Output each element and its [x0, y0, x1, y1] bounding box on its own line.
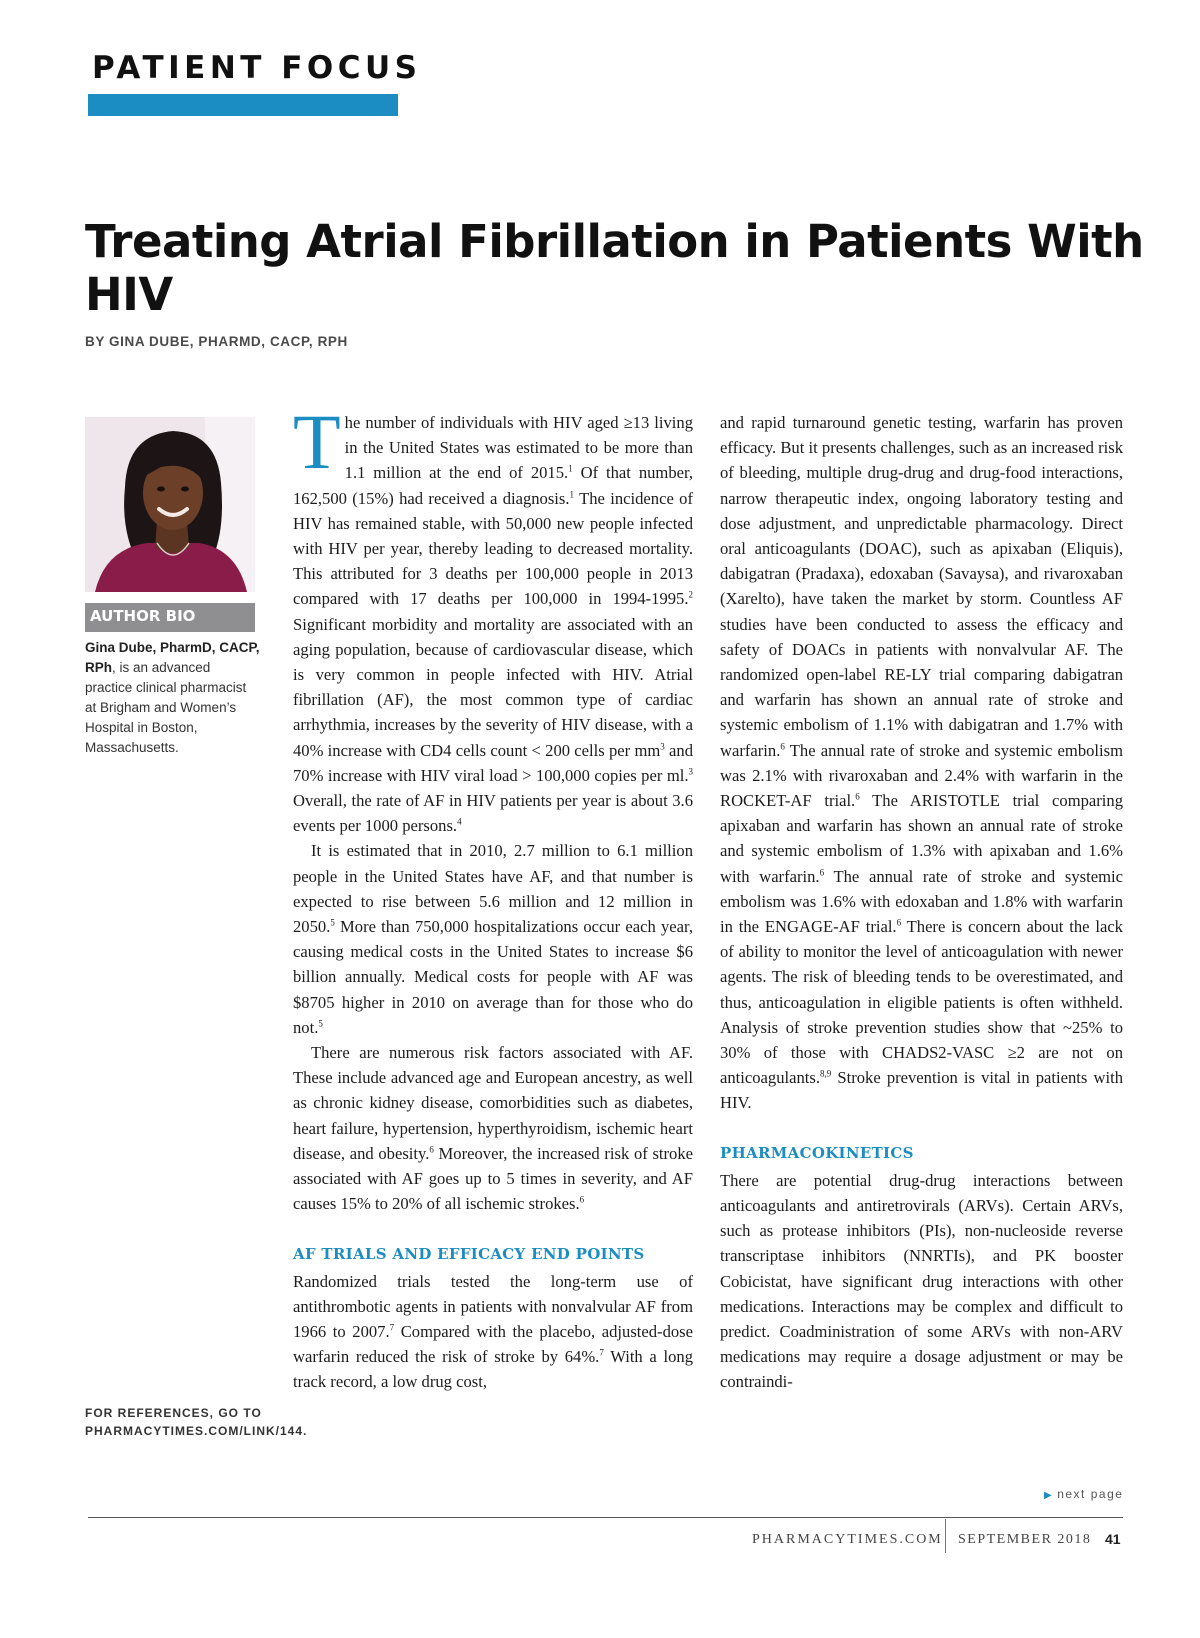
footer-site-name: PHARMACYTIMES.COM: [752, 1532, 943, 1547]
paragraph: [293, 1040, 693, 1216]
section-label: PATIENT FOCUS: [92, 50, 422, 86]
citation: 4: [457, 816, 462, 827]
article-title: Treating Atrial Fibrillation in Patients With HIV: [85, 215, 1144, 321]
text-run: The ARISTOTLE trial comparing apixaban and warfarin has shown an annual rate of stroke and systemic embolism of 1.3% with apixaban and 1.6% with warfarin.: [720, 791, 1123, 886]
paragraph: [720, 1168, 1123, 1395]
caret-right-icon: ▶: [1044, 1490, 1054, 1501]
drop-cap: T: [293, 398, 341, 485]
subhead-pharmacokinetics: PHARMACOKINETICS: [720, 1143, 914, 1162]
citation: 6: [780, 741, 785, 752]
byline: BY GINA DUBE, PHARMD, CACP, RPH: [85, 334, 348, 349]
citation: 3: [660, 741, 665, 752]
citation: 2: [688, 589, 693, 600]
citation: 6: [579, 1194, 585, 1205]
citation: 6: [819, 867, 825, 878]
text-run: There are numerous risk factors associated with AF. These include advanced age and European ancestry, as well as chronic kidney disease, comorbidities such as diabetes, heart failure, hypertension, hyperthyroidism, ischemic heart disease, and obesity.: [293, 1043, 693, 1163]
paragraph: [293, 838, 693, 1040]
paragraph: [293, 1269, 693, 1395]
text-run: Overall, the rate of AF in HIV patients per year is about 3.6 events per 1000 persons.: [293, 791, 693, 836]
footer-date: SEPTEMBER 2018: [958, 1532, 1092, 1547]
citation: 6: [855, 791, 860, 802]
text-run: More than 750,000 hospitalizations occur each year, causing medical costs in the United States to increase $6 billion annually. Medical costs for people with AF was $8705 higher in 2010 on average than for those who do not.: [293, 917, 693, 1037]
text-run: Significant morbidity and mortality are associated with an aging population, because of cardiovascular disease, which is very common in people infected with HIV. Atrial fibrillation (AF), the most common type of cardiac arrhythmia, increases by the severity of HIV disease, with a 40% increase with CD4 cells count < 200 cells per mm: [293, 614, 693, 760]
author-name: Gina Dube, PharmD, CACP, RPh: [85, 640, 260, 675]
body-column-2: [720, 410, 1123, 1395]
footer-divider: [945, 1519, 946, 1553]
text-run: With a long track record, a low drug cost,: [293, 1347, 693, 1392]
text-run: and rapid turnaround genetic testing, warfarin has proven efficacy. But it presents challenges, such as an increased risk of bleeding, multiple drug-drug and drug-food interactions, narrow therapeutic index, ongoing laboratory testing and dose adjustment, and unpredictable pharmacology. Direct oral anticoagulants (DOAC), such as apixaban (Eliquis), dabigatran (Pradaxa), edoxaban (Savaysa), and rivaroxaban (Xarelto), have taken the market by storm. Countless AF studies have been conducted to assess the efficacy and safety of DOACs in patients with nonvalvular AF. The randomized open-label RE-LY trial comparing dabigatran and warfarin has shown an annual rate of stroke and systemic embolism of 1.1% with dabigatran and 1.7% with warfarin.: [720, 413, 1123, 760]
text-run: The annual rate of stroke and systemic embolism was 1.6% with edoxaban and 1.8% with warfarin in the ENGAGE-AF trial.: [720, 866, 1123, 937]
citation: 5: [318, 1018, 323, 1029]
text-run: The annual rate of stroke and systemic embolism was 2.1% with rivaroxaban and 2.4% with warfarin in the ROCKET-AF trial.: [720, 740, 1123, 811]
text-run: It is estimated that in 2010, 2.7 million to 6.1 million people in the United States have AF, and that number is expected to rise between 5.6 million and 12 million in 2050.: [293, 841, 693, 937]
paragraph: [720, 410, 1123, 1116]
text-run: Compared with the placebo, adjusted-dose warfarin reduced the risk of stroke by 64%.: [293, 1321, 693, 1367]
text-run: Randomized trials tested the long-term use of antithrombotic agents in patients with nonvalvular AF from 1966 to 2007.: [293, 1271, 693, 1341]
next-page-link[interactable]: [1044, 1487, 1123, 1501]
text-run: There are potential drug-drug interactions between anticoagulants and antiretrovirals (ARVs). Certain ARVs, such as protease inhibitors (PIs), non-nucleoside reverse transcriptase inhibitors (NNRTIs), and PK booster Cobicistat, have significant drug interactions with other medications. Interactions may be complex and difficult to predict. Coadministration of some ARVs with non-ARV medications may require a dosage adjustment or may be contraindi-: [720, 1170, 1123, 1392]
citation: 7: [389, 1322, 395, 1333]
citation: 5: [330, 917, 335, 928]
citation: 1: [568, 463, 573, 474]
author-bio-label: AUTHOR BIO: [90, 607, 196, 625]
footer-rule: [88, 1517, 1123, 1518]
body-column-1: [293, 398, 693, 1395]
text-run: There is concern about the lack of ability to monitor the level of anticoagulation with newer agents. The risk of bleeding tends to be overestimated, and thus, anticoagulation in eligible patients is often withheld. Analysis of stroke prevention studies show that ~25% to 30% of those with CHADS2-VASC ≥2 are not on anticoagulants.: [720, 917, 1123, 1088]
author-portrait-illustration: [85, 417, 255, 592]
citation: 8,9: [820, 1068, 832, 1079]
citation: 6: [429, 1144, 434, 1155]
text-run: The incidence of HIV has remained stable, with 50,000 new people infected with HIV per year, thereby leading to decreased mortality. This attributed for 3 deaths per 100,000 people in 2013 compared with 17 deaths per 100,000 in 1994-1995.: [293, 488, 693, 609]
text-run: he number of individuals with HIV aged ≥13 living in the United States was estimated to be more than 1.1 million at the end of 2015.: [344, 413, 693, 483]
citation: 6: [896, 917, 902, 928]
paragraph: [293, 398, 693, 838]
author-bio-text: , is an advanced practice clinical pharmacist at Brigham and Women’s Hospital in Boston, Massachusetts.: [85, 660, 247, 755]
next-page-label: next page: [1057, 1487, 1124, 1501]
text-run: Stroke prevention is vital in patients with HIV.: [720, 1068, 1123, 1113]
text-run: Of that number, 162,500 (15%) had received a diagnosis.: [293, 463, 693, 508]
author-bio: [85, 638, 260, 758]
citation: 1: [569, 489, 575, 500]
page-number: 41: [1105, 1531, 1121, 1547]
section-accent-bar: [88, 94, 398, 116]
references-note: FOR REFERENCES, GO TO PHARMACYTIMES.COM/LINK/144.: [85, 1406, 308, 1438]
citation: 7: [599, 1347, 604, 1358]
author-photo: [85, 417, 255, 592]
citation: 3: [688, 766, 693, 777]
subhead-af-trials: AF TRIALS AND EFFICACY END POINTS: [293, 1244, 645, 1263]
text-run: Moreover, the increased risk of stroke associated with AF goes up to 5 times in severity, and AF causes 15% to 20% of all ischemic strokes.: [293, 1143, 693, 1214]
text-run: and 70% increase with HIV viral load > 100,000 copies per ml.: [293, 740, 693, 785]
